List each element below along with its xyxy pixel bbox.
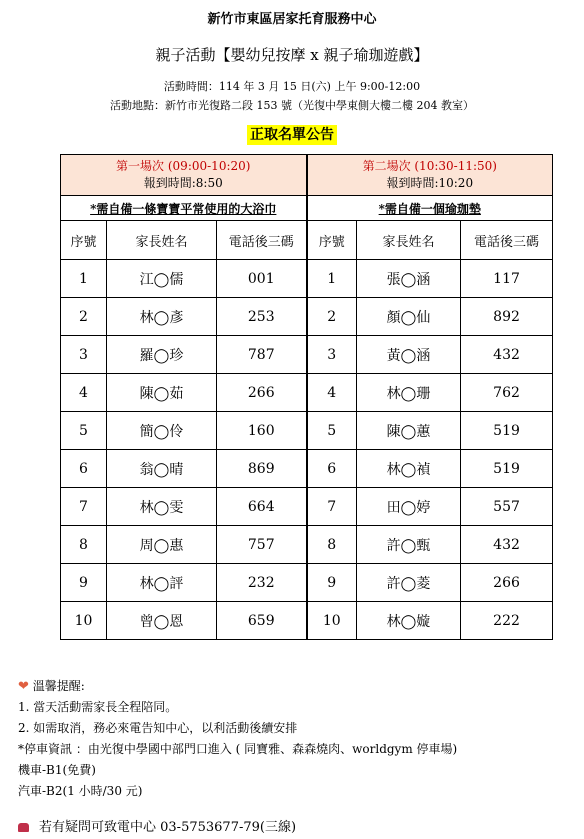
parent-name: 張◯涵 [357, 260, 461, 298]
phone-last-three: 432 [461, 336, 553, 374]
parent-name: 林◯雯 [107, 488, 217, 526]
reminder-heading-line [18, 676, 457, 697]
phone-last-three: 557 [461, 488, 553, 526]
phone-last-three: 160 [217, 412, 307, 450]
row-number: 3 [61, 336, 107, 374]
row-number: 1 [307, 260, 357, 298]
phone-last-three: 001 [217, 260, 307, 298]
parent-name: 林◯禎 [357, 450, 461, 488]
heart-icon: ❤ [18, 679, 29, 694]
parent-name: 許◯菱 [357, 564, 461, 602]
parent-name: 許◯甄 [357, 526, 461, 564]
row-number: 6 [307, 450, 357, 488]
table-row [61, 336, 553, 374]
notice-wrapper [0, 124, 584, 145]
table-row [61, 526, 553, 564]
column-header-no: 序號 [307, 221, 357, 260]
column-header-phone: 電話後三碼 [461, 221, 553, 260]
row-number: 4 [307, 374, 357, 412]
column-header-row [61, 221, 553, 260]
parent-name: 田◯婷 [357, 488, 461, 526]
table-row [61, 298, 553, 336]
reminder-heading: 溫馨提醒: [32, 679, 85, 693]
row-number: 6 [61, 450, 107, 488]
row-number: 1 [61, 260, 107, 298]
activity-time: 活動時間：114 年 3 月 15 日(六) 上午 9:00-12:00 [163, 80, 421, 93]
telephone-icon [18, 823, 29, 832]
session-1-header [61, 155, 307, 196]
table-row [61, 412, 553, 450]
parent-name: 簡◯伶 [107, 412, 217, 450]
session-1-report-time: 報到時間:8:50 [143, 176, 223, 190]
phone-last-three: 253 [217, 298, 307, 336]
parent-name: 周◯惠 [107, 526, 217, 564]
parent-name: 陳◯蕙 [357, 412, 461, 450]
phone-last-three: 266 [461, 564, 553, 602]
session-2-header [307, 155, 553, 196]
phone-last-three: 762 [461, 374, 553, 412]
session-1-name: 第一場次 (09:00-10:20) [116, 159, 251, 173]
preparation-row [61, 196, 553, 221]
row-number: 9 [307, 564, 357, 602]
table-row [61, 260, 553, 298]
phone-last-three: 117 [461, 260, 553, 298]
table-row [61, 450, 553, 488]
row-number: 3 [307, 336, 357, 374]
contact-line [18, 816, 296, 835]
row-number: 5 [61, 412, 107, 450]
reminder-notes [18, 676, 457, 802]
row-number: 4 [61, 374, 107, 412]
row-number: 2 [307, 298, 357, 336]
parent-name: 林◯彥 [107, 298, 217, 336]
session-header-row [61, 155, 553, 196]
parking-info: *停車資訊 ：由光復中學國中部門口進入 ( 同寶雅、森森燒肉、worldgym 停車場) [18, 742, 458, 756]
row-number: 8 [61, 526, 107, 564]
parent-name: 江◯儒 [107, 260, 217, 298]
parent-name: 羅◯珍 [107, 336, 217, 374]
reminder-item: 1. 當天活動需家長全程陪同。 [18, 700, 178, 714]
phone-last-three: 519 [461, 412, 553, 450]
table-row [61, 602, 553, 640]
contact-phone-text: 若有疑問可致電中心 03-5753677-79(三線) [39, 820, 297, 835]
phone-last-three: 432 [461, 526, 553, 564]
parent-name: 林◯嫙 [357, 602, 461, 640]
admission-list-notice: 正取名單公告 [247, 125, 337, 145]
row-number: 9 [61, 564, 107, 602]
phone-last-three: 659 [217, 602, 307, 640]
admission-table [60, 154, 553, 640]
phone-last-three: 519 [461, 450, 553, 488]
parent-name: 林◯珊 [357, 374, 461, 412]
column-header-no: 序號 [61, 221, 107, 260]
session-2-name: 第二場次 (10:30-11:50) [362, 159, 497, 173]
phone-last-three: 869 [217, 450, 307, 488]
parent-name: 黃◯涵 [357, 336, 461, 374]
table-row [61, 488, 553, 526]
phone-last-three: 664 [217, 488, 307, 526]
column-header-phone: 電話後三碼 [217, 221, 307, 260]
activity-title: 親子活動【嬰幼兒按摩 x 親子瑜珈遊戲】 [155, 46, 429, 64]
row-number: 5 [307, 412, 357, 450]
phone-last-three: 787 [217, 336, 307, 374]
parent-name: 翁◯晴 [107, 450, 217, 488]
row-number: 7 [61, 488, 107, 526]
session-1-preparation: *需自備一條寶寶平常使用的大浴巾 [61, 196, 307, 221]
table-row [61, 564, 553, 602]
parking-motorcycle: 機車-B1(免費) [18, 763, 96, 777]
session-2-report-time: 報到時間:10:20 [386, 176, 474, 190]
parking-car: 汽車-B2(1 小時/30 元) [18, 784, 143, 798]
phone-last-three: 757 [217, 526, 307, 564]
row-number: 2 [61, 298, 107, 336]
activity-place: 活動地點：新竹市光復路二段 153 號（光復中學東側大樓二樓 204 教室） [110, 99, 474, 112]
row-number: 10 [307, 602, 357, 640]
phone-last-three: 266 [217, 374, 307, 412]
reminder-item: 2. 如需取消，務必來電告知中心，以利活動後續安排 [18, 721, 298, 735]
session-2-preparation: *需自備一個瑜珈墊 [307, 196, 553, 221]
parent-name: 顏◯仙 [357, 298, 461, 336]
table-row [61, 374, 553, 412]
parent-name: 陳◯茹 [107, 374, 217, 412]
column-header-name: 家長姓名 [357, 221, 461, 260]
phone-last-three: 222 [461, 602, 553, 640]
row-number: 7 [307, 488, 357, 526]
organization-title: 新竹市東區居家托育服務中心 [207, 12, 377, 27]
parent-name: 林◯評 [107, 564, 217, 602]
column-header-name: 家長姓名 [107, 221, 217, 260]
phone-last-three: 892 [461, 298, 553, 336]
table-body [61, 260, 553, 640]
phone-last-three: 232 [217, 564, 307, 602]
row-number: 10 [61, 602, 107, 640]
parent-name: 曾◯恩 [107, 602, 217, 640]
row-number: 8 [307, 526, 357, 564]
